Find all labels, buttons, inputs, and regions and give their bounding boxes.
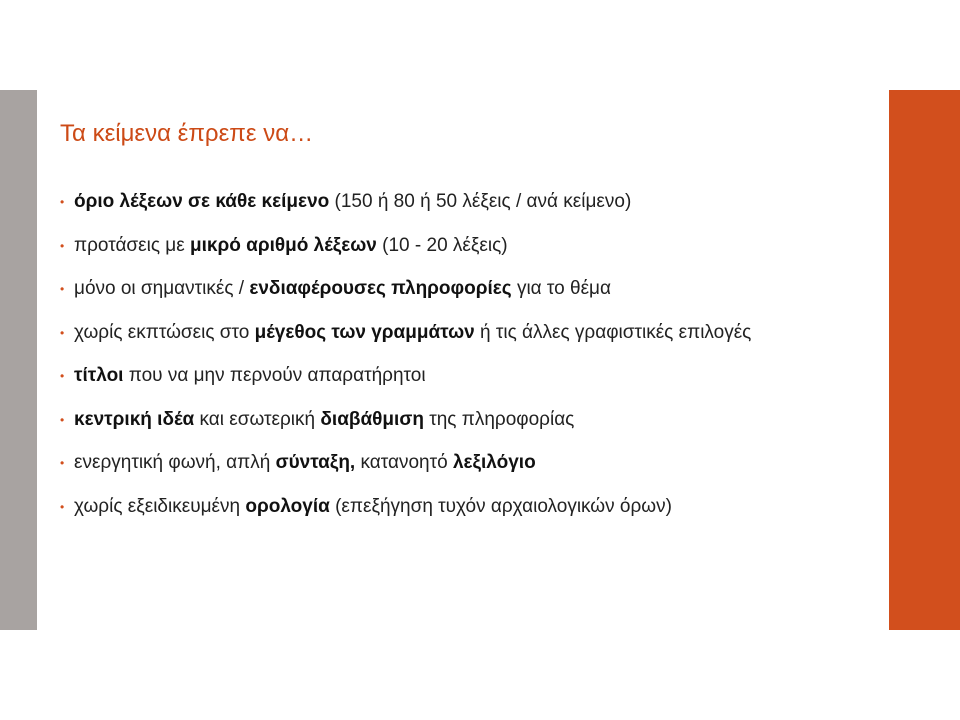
bullet-text: που να μην περνούν απαρατήρητοι xyxy=(123,365,426,386)
bullet-text: χωρίς εκπτώσεις στο xyxy=(74,321,255,343)
bullet-item xyxy=(60,408,751,452)
bullet-text-bold: μικρό αριθμό λέξεων xyxy=(190,234,377,256)
bullet-text: κατανοητό xyxy=(355,452,453,473)
bullet-text-bold: σύνταξη, xyxy=(275,452,356,473)
bullet-item xyxy=(60,451,751,495)
bullet-dot-icon: • xyxy=(60,499,65,514)
bullet-text: για το θέμα xyxy=(511,278,611,299)
bullet-text: μόνο οι σημαντικές / xyxy=(74,278,250,299)
bullet-item xyxy=(60,364,751,408)
bullet-item xyxy=(60,234,751,278)
bullet-text-bold: όριο λέξεων σε κάθε κείμενο xyxy=(74,191,330,212)
bullet-dot-icon: • xyxy=(60,456,65,470)
slide xyxy=(0,90,960,630)
right-accent-bar xyxy=(889,90,960,630)
left-accent-bar xyxy=(0,90,37,630)
bullet-text: (10 - 20 λέξεις) xyxy=(376,234,508,256)
bullet-list xyxy=(60,190,751,538)
bullet-item xyxy=(60,277,751,321)
bullet-text-bold: ενδιαφέρουσες πληροφορίες xyxy=(249,278,512,299)
bullet-dot-icon: • xyxy=(60,325,65,340)
bullet-dot-icon: • xyxy=(60,282,65,296)
bullet-text-bold: ορολογία xyxy=(245,495,330,517)
bullet-text: (επεξήγηση τυχόν αρχαιολογικών όρων) xyxy=(329,495,672,517)
bullet-text: προτάσεις με xyxy=(74,234,190,256)
bullet-text-bold: τίτλοι xyxy=(74,365,124,386)
bullet-text: χωρίς εξειδικευμένη xyxy=(74,495,246,517)
bullet-text: ενεργητική φωνή, απλή xyxy=(74,452,276,473)
slide-title: Τα κείμενα έπρεπε να… xyxy=(60,120,314,147)
bullet-item xyxy=(60,321,751,365)
bullet-dot-icon: • xyxy=(60,369,65,383)
bullet-text-bold: κεντρική ιδέα xyxy=(74,408,195,430)
bullet-text: ή τις άλλες γραφιστικές επιλογές xyxy=(474,321,752,343)
bullet-item xyxy=(60,495,751,539)
bullet-dot-icon: • xyxy=(60,195,65,209)
bullet-text: της πληροφορίας xyxy=(423,408,575,430)
bullet-dot-icon: • xyxy=(60,238,65,253)
bullet-dot-icon: • xyxy=(60,412,65,427)
bullet-text-bold: λεξιλόγιο xyxy=(452,452,536,473)
bullet-text-bold: μέγεθος των γραμμάτων xyxy=(254,321,475,343)
bullet-text-bold: διαβάθμιση xyxy=(320,408,424,430)
bullet-text: (150 ή 80 ή 50 λέξεις / ανά κείμενο) xyxy=(329,191,632,212)
bullet-item xyxy=(60,190,751,234)
bullet-text: και εσωτερική xyxy=(194,408,321,430)
